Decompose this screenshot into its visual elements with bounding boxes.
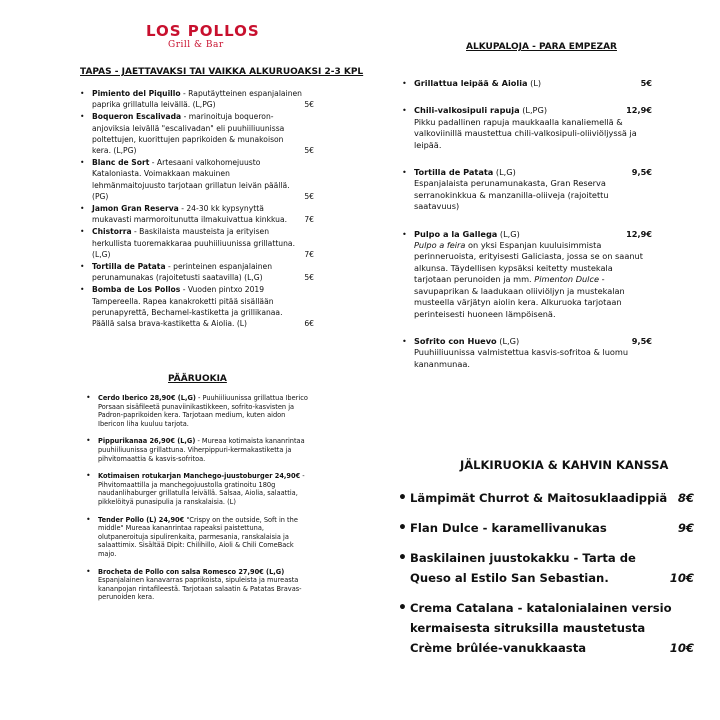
desserts-list (398, 488, 708, 668)
mains-heading: PÄÄRUOKIA (168, 374, 227, 384)
mains-item: • Tender Pollo (L) 24,90€ "Crispy on the outside, Soft in the middle" Mureaa kananrintaa rapeaksi paistettuna, olutpaneroituja sipulirenkaita, parmesania, ranskalaisia ja salaattimix. Sisältää Dipit: Chilihillo, Aioli & Chili ComeBack majo. (86, 516, 312, 559)
tapas-item: • Jamon Gran Reserva - 24-30 kk kypsynyttä mukavasti marmoroitunutta ilmakuivattua kinkkua. 7€ (80, 203, 316, 225)
price: 5€ (304, 273, 314, 283)
starters-item: • Tortilla de Patata (L,G) 9,5€ Espanjalaista perunamunakasta, Gran Reserva serranokinkkua & manzanilla-oliiveja (rajoitettu saatavuus) (402, 167, 652, 213)
starters-item: • Sofrito con Huevo (L,G) 9,5€ Puuhiiliuunissa valmistettua kasvis-sofritoa & luomu kananmunaa. (402, 336, 652, 370)
dessert-item: • Baskilainen juustokakku - Tarta de Queso al Estilo San Sebastian. 10€ (398, 548, 708, 588)
tapas-list (80, 88, 316, 330)
starters-list (402, 78, 652, 386)
dessert-item: • Lämpimät Churrot & Maitosuklaadippiä 8€ (398, 488, 708, 508)
mains-item: • Cerdo Iberico 28,90€ (L,G) - Puuhiiliuunissa grillattua Iberico Porsaan sisäfileetä punaviinikastikkeen, sofrito-kasvisten ja Padron-paprikoiden kera. Tarjotaan medium, kuten aidon Ibericon liha kuuluu tarjota. (86, 394, 312, 428)
mains-list (86, 394, 312, 611)
tapas-item: • Bomba de Los Pollos - Vuoden pintxo 2019 Tampereella. Rapea kanakroketti pitää sisällään perunapyrettä, Bechamel-kastiketta ja grillikanaa. Päällä salsa brava-kastiketta & Aiolia. (L) 6€ (80, 284, 316, 329)
tapas-heading: TAPAS - JAETTAVAKSI TAI VAIKKA ALKURUOAKSI 2-3 KPL (80, 67, 364, 77)
starters-item: • Pulpo a la Gallega (L,G) 12,9€ Pulpo a feira on yksi Espanjan kuuluisimmista perinneruoista, erityisesti Galiciasta, jossa se on saanut alkunsa. Täydellisen kypsäksi keitetty mustekala tarjotaan perunoiden ja mm. Pimenton Dulce - savupaprikan & laadukaan oliiviöljyn ja mustekalan musteella värjätyn aiolin kera. Alkuruoka tarjotaan perinteisesti huoneen lämpöisenä. (402, 229, 652, 320)
price: 5€ (304, 146, 314, 156)
dessert-item: • Flan Dulce - karamellivanukas 9€ (398, 518, 708, 538)
price: 9,5€ (631, 335, 652, 346)
price: 5€ (304, 100, 314, 110)
price: 12,9€ (626, 105, 652, 116)
price: 10€ (669, 571, 694, 585)
mains-item: • Brocheta de Pollo con salsa Romesco 27,90€ (L,G) Espanjalainen kanavarras paprikoista, sipuleista ja mureasta kananpojan rintafileestä. Tarjotaan salaatin & Patatas Bravas-perunoiden kera. (86, 568, 312, 602)
price: 9,5€ (631, 167, 652, 178)
price: 7€ (304, 249, 314, 259)
tapas-item: • Chistorra - Baskilaista mausteista ja erityisen herkullista tuoremakkaraa puuhiiliuunissa grillattuna. (L,G) 7€ (80, 226, 316, 260)
price: 7€ (304, 215, 314, 225)
logo-subtitle: Grill & Bar (168, 40, 224, 50)
starters-item: • Grillattua leipää & Aiolia (L) 5€ (402, 78, 652, 89)
price: 6€ (304, 319, 314, 329)
price: 5€ (304, 191, 314, 201)
starters-heading: ALKUPALOJA - PARA EMPEZAR (466, 42, 617, 52)
mains-item: • Pippurikanaa 26,90€ (L,G) - Mureaa kotimaista kananrintaa puuhiiliuunissa grillattuna. Viherpippuri-kermakastiketta ja pihvitomaattia & kasvis-sofritoa. (86, 437, 312, 463)
price: 9€ (677, 521, 694, 535)
tapas-item: • Boqueron Escalivada - marinoituja boqueron-anjoviksia leivällä "escalivadan" eli puuhiiliuunissa poltettujen, kuorittujen paprikoiden & munakoison kera. (L,PG) 5€ (80, 111, 316, 156)
desserts-heading: JÄLKIRUOKIA & KAHVIN KANSSA (460, 458, 669, 472)
dessert-item: • Crema Catalana - katalonialainen versio kermaisesta sitruksilla maustetusta Crème brûlée-vanukkaasta 10€ (398, 598, 708, 658)
tapas-item: • Tortilla de Patata - perinteinen espanjalainen perunamunakas (rajoitetusti saatavilla) (L,G) 5€ (80, 261, 316, 283)
tapas-item: • Pimiento del Piquillo - Raputäytteinen espanjalainen paprika grillatulla leivällä. (L,PG) 5€ (80, 88, 316, 110)
mains-item: • Kotimaisen rotukarjan Manchego-juustoburger 24,90€ - Pihvitomaattilla ja manchegojuustolla gratinoitu 180g naudanlihaburger grillatulla leivällä. Salsaa, Aiolia, salaattia, pikkelöityä punasipulia ja ranskalaisia. (L) (86, 472, 312, 506)
price: 12,9€ (626, 228, 652, 239)
price: 8€ (677, 491, 694, 505)
price: 10€ (669, 641, 694, 655)
price: 5€ (640, 78, 652, 88)
tapas-item: • Blanc de Sort - Artesaani valkohomejuusto Kataloniasta. Voimakkaan makuinen lehmänmaitojuusto tarjotaan grillatun leivän päällä. (PG) 5€ (80, 157, 316, 202)
starters-item: • Chili-valkosipuli rapuja (L,PG) 12,9€ Pikku padallinen rapuja maukkaalla kanaliemellä & valkoviinillä maustettua chili-valkosipuli-oliiviöljyssä ja leipää. (402, 105, 652, 151)
logo-title: LOS POLLOS (146, 22, 260, 40)
